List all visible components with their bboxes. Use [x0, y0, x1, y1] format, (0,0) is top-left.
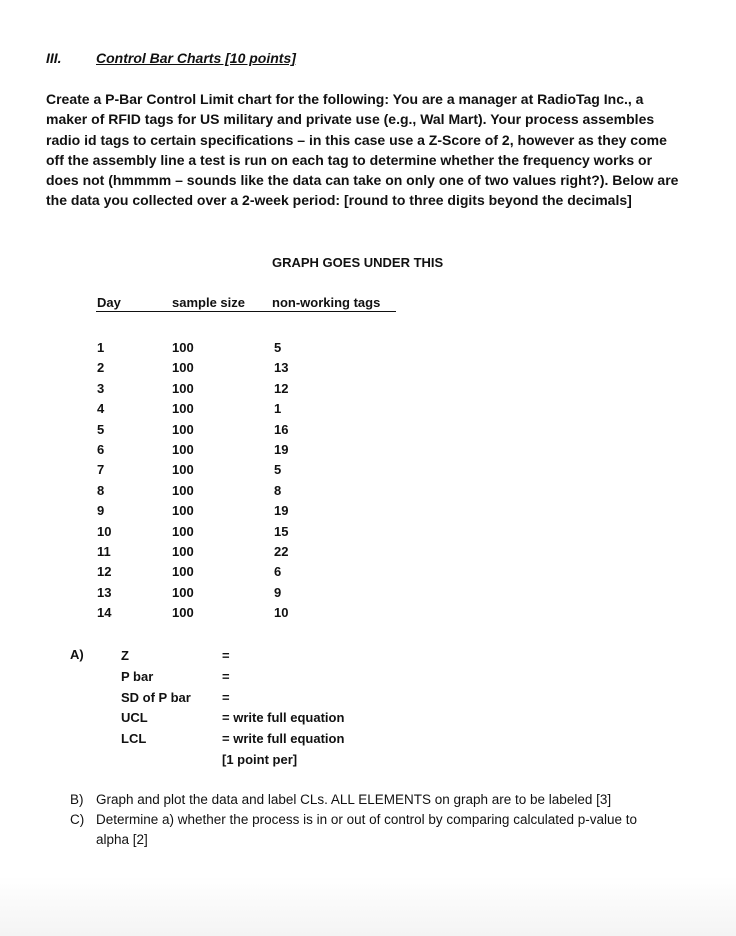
- header-non-working-tags: non-working tags: [272, 295, 381, 310]
- z-value: =: [222, 648, 230, 663]
- formula-values: [222, 646, 344, 771]
- day-cell: 7: [97, 462, 105, 478]
- header-day: Day: [97, 295, 121, 310]
- non-working-cell: 1: [274, 401, 282, 417]
- non-working-cell: 22: [274, 543, 289, 559]
- day-cell: 1: [97, 340, 105, 355]
- non-working-cell: 19: [274, 503, 289, 519]
- question-text: Graph and plot the data and label CLs. ALL ELEMENTS on graph are to be labeled [3]: [96, 792, 612, 807]
- non-working-cell: 6: [274, 564, 282, 580]
- section-heading: [46, 50, 296, 66]
- sample-size-cell: 100: [172, 482, 194, 498]
- sample-size-cell: 100: [172, 564, 194, 580]
- part-a-label: A): [70, 647, 84, 662]
- lcl-value: = write full equation: [222, 731, 345, 747]
- sample-size-cell: 100: [172, 421, 194, 437]
- day-cell: 9: [97, 503, 105, 519]
- header-sample-size: sample size: [172, 295, 245, 310]
- formula-labels: [121, 646, 191, 750]
- question-letter: C): [70, 811, 85, 827]
- non-working-cell: 10: [274, 605, 289, 621]
- day-cell: 12: [97, 564, 112, 580]
- question-b: [70, 790, 676, 810]
- sample-size-cell: 100: [172, 380, 194, 396]
- non-working-cell: 13: [274, 360, 289, 376]
- non-working-cell: 9: [274, 584, 282, 600]
- non-working-cell: 16: [274, 421, 289, 437]
- sample-size-cell: 100: [172, 523, 194, 539]
- sd-p-bar-label: SD of P bar: [121, 689, 191, 705]
- section-number: III.: [46, 50, 62, 66]
- graph-placeholder-note: GRAPH GOES UNDER THIS: [272, 255, 444, 270]
- sample-size-cell: 100: [172, 360, 194, 376]
- non-working-cell: 8: [274, 482, 282, 498]
- day-column: [97, 338, 111, 623]
- day-cell: 10: [97, 523, 112, 539]
- day-cell: 3: [97, 380, 105, 396]
- page-bottom-shading: [0, 876, 736, 936]
- p-bar-value: =: [222, 668, 230, 684]
- non-working-cell: 15: [274, 523, 289, 539]
- day-cell: 13: [97, 584, 112, 600]
- sample-size-cell: 100: [172, 401, 194, 417]
- non-working-cell: 5: [274, 340, 282, 355]
- question-list: [70, 790, 676, 849]
- non-working-cell: 12: [274, 380, 289, 396]
- day-cell: 8: [97, 482, 105, 498]
- lcl-label: LCL: [121, 731, 147, 747]
- sample-size-cell: 100: [172, 340, 194, 355]
- problem-statement: Create a P-Bar Control Limit chart for the following: You are a manager at RadioTag Inc., a maker of RFID tags for US military and private use (e.g., Wal Mart). Your process assembles radio id tags to certain specifications – in this case use a Z-Score of 2, however as they come off the assembly line a test is run on each tag to determine whether the frequency works or does not (hmmmm – sounds like the data can take on only one of two values right?). Below are the data you collected over a 2-week period: [round to three digits beyond the decimals]: [46, 91, 679, 209]
- question-c: [70, 810, 676, 850]
- p-bar-label: P bar: [121, 668, 154, 684]
- day-cell: 5: [97, 421, 105, 437]
- sample-size-cell: 100: [172, 503, 194, 519]
- sample-size-cell: 100: [172, 462, 194, 478]
- day-cell: 2: [97, 360, 105, 376]
- non-working-tags-column: [274, 338, 288, 623]
- day-cell: 4: [97, 401, 105, 417]
- question-letter: B): [70, 792, 84, 807]
- day-cell: 6: [97, 441, 105, 457]
- sample-size-cell: 100: [172, 605, 194, 621]
- points-note: [1 point per]: [222, 751, 298, 767]
- question-text: Determine a) whether the process is in or out of control by comparing calculated p-value to alpha [2]: [96, 811, 638, 847]
- z-label: Z: [121, 648, 129, 663]
- ucl-value: = write full equation: [222, 710, 345, 726]
- day-cell: 14: [97, 605, 112, 621]
- section-title: Control Bar Charts [10 points]: [96, 50, 296, 66]
- day-cell: 11: [97, 543, 111, 559]
- non-working-cell: 19: [274, 441, 289, 457]
- ucl-label: UCL: [121, 710, 148, 726]
- sample-size-cell: 100: [172, 441, 194, 457]
- sample-size-cell: 100: [172, 584, 194, 600]
- sd-p-bar-value: =: [222, 689, 230, 705]
- sample-size-column: [172, 338, 194, 623]
- table-header-underline: [96, 311, 396, 312]
- sample-size-cell: 100: [172, 543, 194, 559]
- non-working-cell: 5: [274, 462, 282, 478]
